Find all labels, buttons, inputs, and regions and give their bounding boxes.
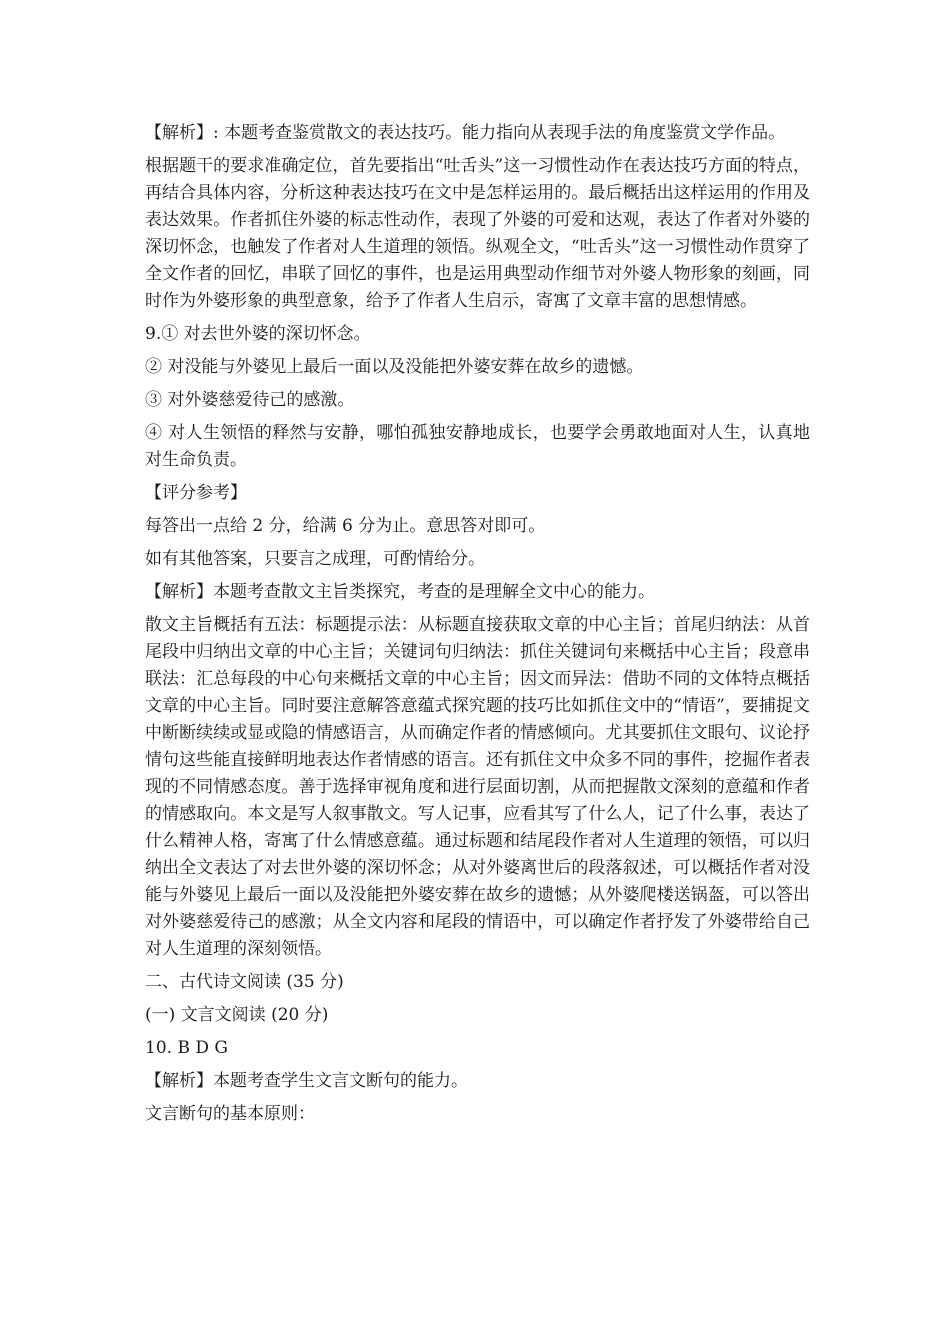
- answer-10: 10. B D G: [145, 1038, 228, 1058]
- document-body: [145, 120, 810, 1134]
- section-heading-ancient-poetry: 二、古代诗文阅读 (35 分): [145, 972, 344, 992]
- analysis-body-paragraph: 根据题干的要求准确定位，首先要指出“吐舌头”这一习惯性动作在表达技巧方面的特点，再结合具体内容，分析这种表达技巧在文中是怎样运用的。最后概括出这样运用的作用及表达效果。作者抓住外婆的标志性动作，表现了外婆的可爱和达观，表达了作者对外婆的深切怀念，也触发了作者对人生道理的领悟。纵观全文，“吐舌头”这一习惯性动作贯穿了全文作者的回忆，串联了回忆的事件，也是运用典型动作细节对外婆人物形象的刻画，同时作为外婆形象的典型意象，给予了作者人生启示，寄寓了文章丰富的思想情感。: [145, 156, 810, 311]
- answer-9-point-3: ③ 对外婆慈爱待己的感激。: [145, 390, 355, 410]
- answer-9-point-4: ④ 对人生领悟的释然与安静，哪怕孤独安静地成长，也要学会勇敢地面对人生，认真地对生命负责。: [145, 423, 810, 470]
- subsection-heading-classical-chinese: (一) 文言文阅读 (20 分): [145, 1005, 329, 1025]
- answer-9-point-2: ② 对没能与外婆见上最后一面以及没能把外婆安葬在故乡的遗憾。: [145, 357, 644, 377]
- analysis-paragraph-10: 【解析】本题考查学生文言文断句的能力。: [145, 1071, 468, 1091]
- punctuation-principles-heading: 文言断句的基本原则：: [145, 1104, 315, 1124]
- theme-method-paragraph: 散文主旨概括有五法：标题提示法：从标题直接获取文章的中心主旨；首尾归纳法：从首尾段中归纳出文章的中心主旨；关键词句归纳法：抓住关键词句来概括中心主旨；段意串联法：汇总每段的中心句来概括文章的中心主旨；因文而异法：借助不同的文体特点概括文章的中心主旨。同时要注意解答意蕴式探究题的技巧比如抓住文中的“情语”，要捕捉文中断断续续或显或隐的情感语言，从而确定作者的情感倾向。尤其要抓住文眼句、议论抒情句这些能直接鲜明地表达作者情感的语言。还有抓住文中众多不同的事件，挖掘作者表现的不同情感态度。善于选择审视角度和进行层面切割，从而把握散文深刻的意蕴和作者的情感取向。本文是写人叙事散文。写人记事，应看其写了什么人，记了什么事，表达了什么精神人格，寄寓了什么情感意蕴。通过标题和结尾段作者对人生道理的领悟，可以归纳出全文表达了对去世外婆的深切怀念；从对外婆离世后的段落叙述，可以概括作者对没能与外婆见上最后一面以及没能把外婆安葬在故乡的遗憾；从外婆爬楼送锅盔，可以答出对外婆慈爱待己的感激；从全文内容和尾段的情语中，可以确定作者抒发了外婆带给自己对人生道理的深刻领悟。: [145, 615, 810, 959]
- scoring-rule: 每答出一点给 2 分，给满 6 分为止。意思答对即可。: [145, 516, 546, 536]
- scoring-reference-heading: 【评分参考】: [145, 483, 247, 503]
- analysis-paragraph-9: 【解析】本题考查散文主旨类探究，考查的是理解全文中心的能力。: [145, 582, 655, 602]
- answer-9-point-1: 9.① 对去世外婆的深切怀念。: [145, 324, 371, 344]
- scoring-note: 如有其他答案，只要言之成理，可酌情给分。: [145, 549, 485, 569]
- analysis-paragraph: 【解析】: 本题考查鉴赏散文的表达技巧。能力指向从表现手法的角度鉴赏文学作品。: [145, 123, 786, 143]
